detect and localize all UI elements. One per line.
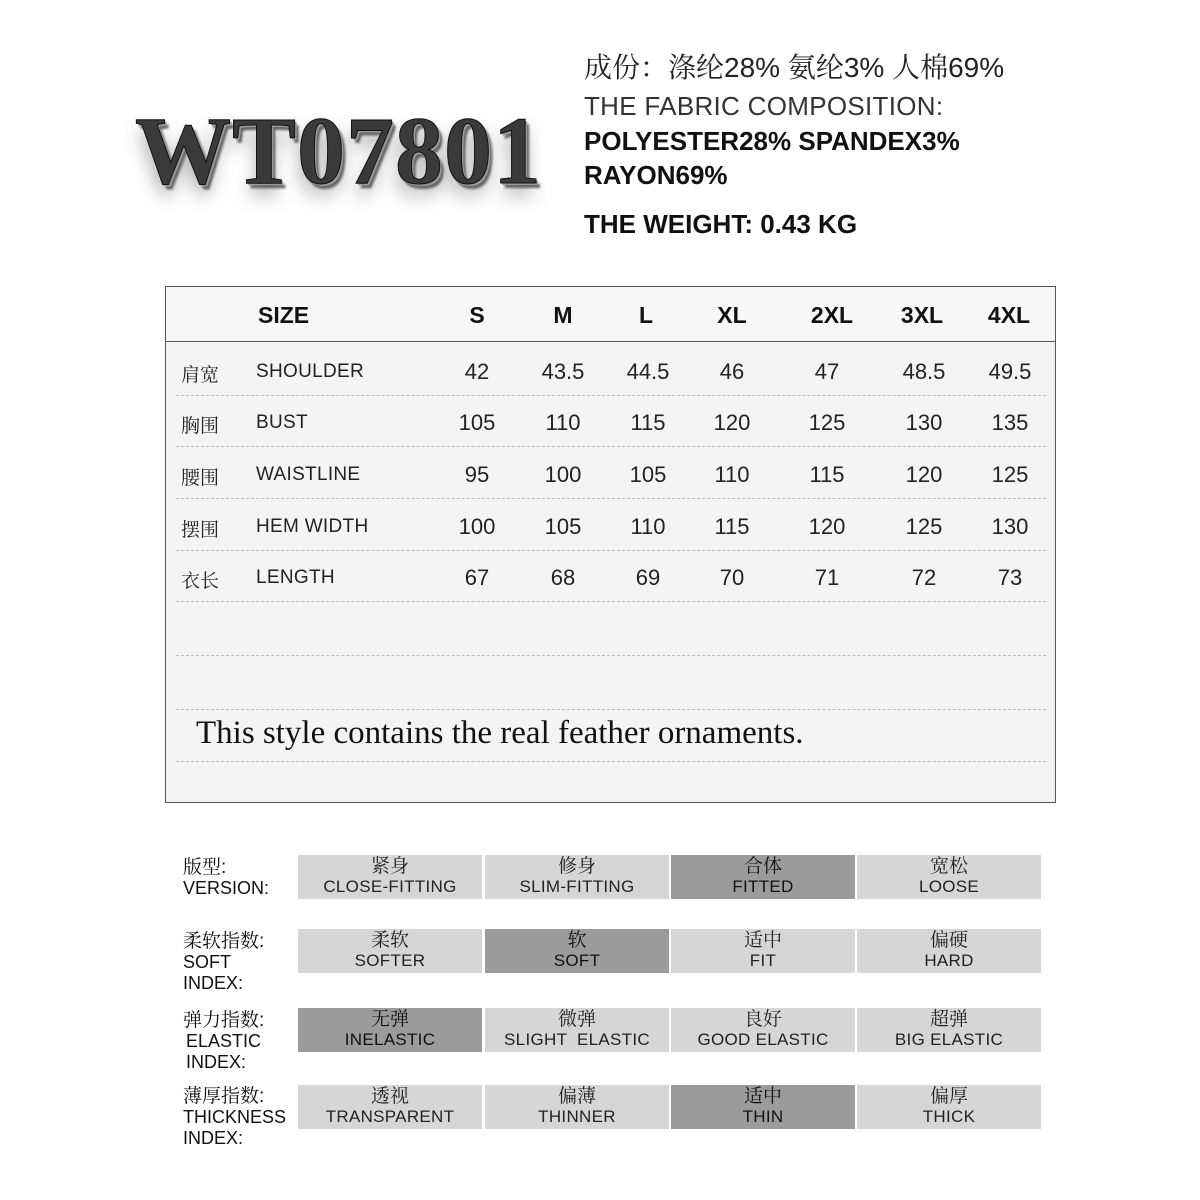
size-xl: XL <box>717 302 747 328</box>
composition-title: THE FABRIC COMPOSITION: <box>584 91 944 121</box>
feather-note: This style contains the real feather ornaments. <box>196 715 804 751</box>
table-cell: 100 <box>458 514 496 539</box>
version-option-loose: 宽松 LOOSE <box>857 855 1041 899</box>
table-cell: 110 <box>630 514 666 539</box>
size-l: L <box>638 302 654 328</box>
table-cell: 135 <box>991 410 1029 435</box>
soft-option-softer: 柔软 SOFTER <box>298 929 482 973</box>
size-4xl: 4XL <box>987 302 1031 328</box>
thickness-option-thick: 偏厚 THICK <box>857 1085 1041 1129</box>
version-option-close-fitting: 紧身 CLOSE-FITTING <box>298 855 482 899</box>
table-row <box>176 395 1046 447</box>
fabric-info <box>584 48 1144 242</box>
table-cell: 125 <box>991 462 1029 487</box>
row-label-en: SHOULDER <box>256 361 364 382</box>
table-row <box>176 499 1046 551</box>
row-label-cn: 摆围 <box>181 520 220 541</box>
table-cell: 73 <box>997 565 1023 590</box>
row-label-en: HEM WIDTH <box>256 516 369 537</box>
row-label-en: WAISTLINE <box>256 464 361 485</box>
table-cell: 130 <box>905 410 943 435</box>
table-cell: 71 <box>814 565 840 590</box>
empty-row <box>176 604 1046 656</box>
table-cell: 105 <box>629 462 667 487</box>
row-label-cn: 胸围 <box>181 416 220 437</box>
table-cell: 115 <box>809 462 845 487</box>
table-cell: 115 <box>630 410 666 435</box>
table-cell: 120 <box>808 514 846 539</box>
weight-text: THE WEIGHT: 0.43 KG <box>584 209 858 239</box>
table-row <box>176 344 1046 396</box>
size-m: M <box>553 302 573 328</box>
table-cell: 67 <box>464 565 490 590</box>
soft-option-hard: 偏硬 HARD <box>857 929 1041 973</box>
elastic-option-big-elastic: 超弹 BIG ELASTIC <box>857 1008 1041 1052</box>
model-logo: WT07801 <box>135 97 543 204</box>
composition-cn: 成份：涤纶28% 氨纶3% 人棉69% <box>584 52 1005 83</box>
thickness-option-thin-selected: 适中 THIN <box>671 1085 855 1129</box>
table-row <box>176 550 1046 602</box>
table-cell: 115 <box>714 514 750 539</box>
thickness-option-transparent: 透视 TRANSPARENT <box>298 1085 482 1129</box>
table-cell: 68 <box>550 565 576 590</box>
elastic-option-inelastic-selected: 无弹 INELASTIC <box>298 1008 482 1052</box>
size-column-label: SIZE <box>258 302 310 328</box>
table-cell: 105 <box>544 514 582 539</box>
soft-index-label: 柔软指数: SOFT INDEX: <box>183 931 265 993</box>
table-cell: 46 <box>719 359 745 384</box>
composition-line-1: POLYESTER28% SPANDEX3% <box>584 126 960 156</box>
size-chart <box>165 286 1056 803</box>
thickness-index-label: 薄厚指数: THICKNESS INDEX: <box>183 1086 287 1148</box>
table-cell: 125 <box>808 410 846 435</box>
composition-line-2: RAYON69% <box>584 160 728 190</box>
table-cell: 48.5 <box>902 359 946 384</box>
version-option-fitted-selected: 合体 FITTED <box>671 855 855 899</box>
table-cell: 43.5 <box>541 359 585 384</box>
row-label-cn: 腰围 <box>181 468 220 489</box>
size-header-row <box>166 287 1055 342</box>
row-label-cn: 肩宽 <box>181 365 220 386</box>
table-cell: 49.5 <box>988 359 1032 384</box>
table-cell: 120 <box>713 410 751 435</box>
row-label-en: BUST <box>256 412 308 433</box>
elastic-index-label: 弹力指数: ELASTIC INDEX: <box>183 1010 265 1072</box>
table-cell: 100 <box>544 462 582 487</box>
table-cell: 44.5 <box>626 359 670 384</box>
elastic-option-slight-elastic: 微弹 SLIGHT ELASTIC <box>485 1008 669 1052</box>
table-cell: 47 <box>814 359 840 384</box>
version-label: 版型: VERSION: <box>183 857 270 898</box>
empty-row <box>176 656 1046 710</box>
table-cell: 120 <box>905 462 943 487</box>
row-label-en: LENGTH <box>256 567 335 588</box>
table-row <box>176 447 1046 499</box>
soft-option-fit: 适中 FIT <box>671 929 855 973</box>
table-cell: 69 <box>635 565 661 590</box>
row-label-cn: 衣长 <box>181 571 220 592</box>
table-cell: 105 <box>458 410 496 435</box>
table-cell: 110 <box>545 410 581 435</box>
table-cell: 42 <box>464 359 490 384</box>
size-2xl: 2XL <box>810 302 854 328</box>
table-cell: 72 <box>911 565 937 590</box>
elastic-option-good-elastic: 良好 GOOD ELASTIC <box>671 1008 855 1052</box>
thickness-option-thinner: 偏薄 THINNER <box>485 1085 669 1129</box>
table-cell: 95 <box>464 462 490 487</box>
size-s: S <box>469 302 485 328</box>
version-option-slim-fitting: 修身 SLIM-FITTING <box>485 855 669 899</box>
soft-option-soft-selected: 软 SOFT <box>485 929 669 973</box>
table-cell: 110 <box>714 462 750 487</box>
size-3xl: 3XL <box>900 302 944 328</box>
table-cell: 70 <box>719 565 745 590</box>
table-cell: 130 <box>991 514 1029 539</box>
table-cell: 125 <box>905 514 943 539</box>
